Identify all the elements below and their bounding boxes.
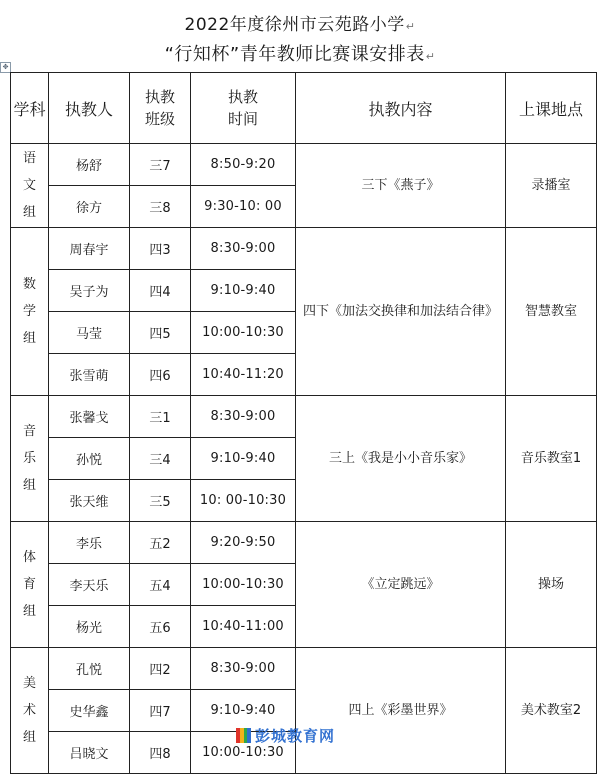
content-cell: 四下《加法交换律和加法结合律》	[296, 228, 506, 396]
title-schedule: “行知杯”青年教师比赛课安排表↵	[164, 44, 436, 65]
class-cell: 四4	[130, 270, 191, 312]
location-cell: 音乐教室1	[506, 396, 597, 522]
class-cell: 五6	[130, 606, 191, 648]
teacher-cell: 张天维	[49, 480, 130, 522]
class-cell: 四5	[130, 312, 191, 354]
time-cell: 8:30-9:00	[191, 228, 296, 270]
watermark	[236, 726, 335, 744]
subject-cell: 数学组	[11, 228, 49, 396]
time-cell: 8:50-9:20	[191, 144, 296, 186]
content-cell: 三上《我是小小音乐家》	[296, 396, 506, 522]
teacher-cell: 张馨戈	[49, 396, 130, 438]
table-row	[11, 396, 597, 438]
table-move-handle-icon[interactable]: ✥	[0, 62, 11, 73]
class-cell: 三5	[130, 480, 191, 522]
time-cell: 10:00-10:30	[191, 312, 296, 354]
time-cell: 8:30-9:00	[191, 648, 296, 690]
time-cell: 10:40-11:00	[191, 606, 296, 648]
location-cell: 智慧教室	[506, 228, 597, 396]
subject-cell: 语文组	[11, 144, 49, 228]
subject-cell: 音乐组	[11, 396, 49, 522]
teacher-cell: 杨光	[49, 606, 130, 648]
header-content: 执教内容	[296, 73, 506, 144]
time-cell: 10:40-11:20	[191, 354, 296, 396]
teacher-cell: 徐方	[49, 186, 130, 228]
header-subject: 学科	[11, 73, 49, 144]
header-class: 执教 班级	[130, 73, 191, 144]
class-cell: 四3	[130, 228, 191, 270]
time-cell: 9:10-9:40	[191, 270, 296, 312]
teacher-cell: 马莹	[49, 312, 130, 354]
header-location: 上课地点	[506, 73, 597, 144]
class-cell: 四6	[130, 354, 191, 396]
location-cell: 美术教室2	[506, 648, 597, 774]
time-cell: 9:10-9:40	[191, 438, 296, 480]
location-cell: 录播室	[506, 144, 597, 228]
teacher-cell: 李天乐	[49, 564, 130, 606]
class-cell: 三1	[130, 396, 191, 438]
table-row	[11, 144, 597, 186]
teacher-cell: 吴子为	[49, 270, 130, 312]
header-row	[11, 73, 597, 144]
teacher-cell: 张雪萌	[49, 354, 130, 396]
time-cell: 9:20-9:50	[191, 522, 296, 564]
class-cell: 三7	[130, 144, 191, 186]
table-row	[11, 522, 597, 564]
time-cell: 9:30-10: 00	[191, 186, 296, 228]
location-cell: 操场	[506, 522, 597, 648]
teacher-cell: 周春宇	[49, 228, 130, 270]
time-cell: 8:30-9:00	[191, 396, 296, 438]
watermark-logo-icon	[236, 728, 251, 743]
content-cell: 《立定跳远》	[296, 522, 506, 648]
class-cell: 四7	[130, 690, 191, 732]
header-time: 执教 时间	[191, 73, 296, 144]
schedule-table	[10, 72, 597, 774]
class-cell: 四8	[130, 732, 191, 774]
teacher-cell: 史华鑫	[49, 690, 130, 732]
class-cell: 四2	[130, 648, 191, 690]
subject-cell: 美术组	[11, 648, 49, 774]
class-cell: 五4	[130, 564, 191, 606]
time-cell: 10:00-10:30	[191, 732, 296, 774]
teacher-cell: 孔悦	[49, 648, 130, 690]
header-teacher: 执教人	[49, 73, 130, 144]
class-cell: 三8	[130, 186, 191, 228]
subject-cell: 体育组	[11, 522, 49, 648]
time-cell: 9:10-9:40	[191, 690, 296, 732]
teacher-cell: 孙悦	[49, 438, 130, 480]
class-cell: 三4	[130, 438, 191, 480]
time-cell: 10: 00-10:30	[191, 480, 296, 522]
content-cell: 三下《燕子》	[296, 144, 506, 228]
teacher-cell: 吕晓文	[49, 732, 130, 774]
watermark-text: 彭城教育网	[255, 726, 336, 745]
time-cell: 10:00-10:30	[191, 564, 296, 606]
teacher-cell: 李乐	[49, 522, 130, 564]
content-cell: 四上《彩墨世界》	[296, 648, 506, 774]
table-row	[11, 228, 597, 270]
table-row	[11, 648, 597, 690]
teacher-cell: 杨舒	[49, 144, 130, 186]
title-school: 2022年度徐州市云苑路小学↵	[184, 15, 416, 35]
class-cell: 五2	[130, 522, 191, 564]
